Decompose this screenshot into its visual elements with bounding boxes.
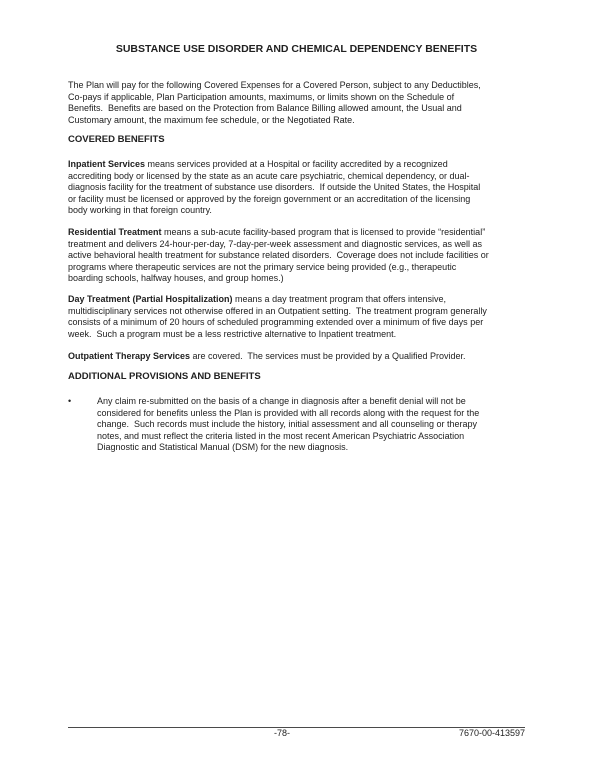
text-line: boarding schools, halfway houses, and group homes.) [68, 273, 284, 283]
text-line: active behavioral health treatment for substance related disorders. Coverage does not include facilities or [68, 250, 489, 260]
text-line-rest: means services provided at a Hospital or facility accredited by a recognized [145, 159, 448, 169]
text-line: considered for benefits unless the Plan is provided with all records along with the request for the [97, 407, 480, 418]
text-line: change. Such records must include the history, initial assessment and all counseling or therapy [97, 419, 478, 429]
text-line: body working in that foreign country. [68, 205, 212, 215]
text-line: consists of a minimum of 20 hours of scheduled programming extended over a minimum of five days per [68, 317, 484, 327]
additional-provisions-heading: ADDITIONAL PROVISIONS AND BENEFITS [68, 371, 261, 382]
bullet-item [68, 396, 525, 454]
bullet-icon: • [68, 396, 72, 406]
residential-treatment-paragraph [68, 227, 525, 285]
text-line: Co-pays if applicable, Plan Participation amounts, maximums, or limits shown on the Schedule of [68, 91, 455, 102]
text-line: week. Such a program must be a less restrictive alternative to Inpatient treatment. [68, 328, 397, 339]
term-inpatient-services: Inpatient Services [68, 159, 146, 169]
text-line [68, 159, 525, 171]
text-line [68, 227, 525, 239]
term-day-treatment: Day Treatment (Partial Hospitalization) [68, 294, 233, 304]
term-residential-treatment: Residential Treatment [68, 227, 162, 237]
text-line: diagnosis facility for the treatment of substance use disorders. If outside the United States, the Hospital [68, 182, 481, 192]
text-line: programs where therapeutic services are not the primary service being provided (e.g., therapeutic [68, 261, 457, 272]
text-line: Benefits. Benefits are based on the Protection from Balance Billing allowed amount, the Usual and [68, 103, 462, 113]
page-title: SUBSTANCE USE DISORDER AND CHEMICAL DEPENDENCY BENEFITS [115, 43, 478, 55]
day-treatment-paragraph [68, 294, 525, 340]
text-line: The Plan will pay for the following Covered Expenses for a Covered Person, subject to any Deductibles, [68, 80, 481, 90]
page-number: -78- [273, 728, 290, 738]
text-line: treatment and delivers 24-hour-per-day, 7-day-per-week assessment and diagnostic services, as well as [68, 238, 483, 249]
text-line: Diagnostic and Statistical Manual (DSM) for the new diagnosis. [97, 442, 349, 452]
text-line: multidisciplinary services not otherwise offered in an Outpatient setting. The treatment program generally [68, 305, 487, 316]
text-line [68, 351, 525, 363]
document-number: 7670-00-413597 [458, 728, 525, 738]
term-outpatient-therapy-services: Outpatient Therapy Services [68, 351, 191, 361]
text-line: Customary amount, the maximum fee schedule, or the Negotiated Rate. [68, 114, 355, 125]
bullet-paragraph [97, 396, 525, 454]
covered-benefits-heading: COVERED BENEFITS [68, 134, 165, 145]
intro-paragraph [68, 80, 525, 126]
inpatient-services-paragraph [68, 159, 525, 217]
text-line [68, 294, 525, 306]
text-line: accrediting body or licensed by the state as an acute care psychiatric, chemical dependency, or dual- [68, 170, 470, 181]
text-line: Any claim re-submitted on the basis of a change in diagnosis after a benefit denial will not be [97, 396, 466, 406]
text-line-rest: means a day treatment program that offers intensive, [232, 294, 446, 304]
text-line-rest: are covered. The services must be provided by a Qualified Provider. [190, 351, 466, 361]
text-line: or facility must be licensed or approved by the foreign government or an accreditation of the licensing [68, 193, 471, 204]
text-line-rest: means a sub-acute facility-based program that is licensed to provide “residential” [161, 227, 486, 237]
text-line: notes, and must reflect the criteria listed in the most recent American Psychiatric Association [97, 430, 465, 441]
outpatient-therapy-paragraph [68, 351, 525, 363]
